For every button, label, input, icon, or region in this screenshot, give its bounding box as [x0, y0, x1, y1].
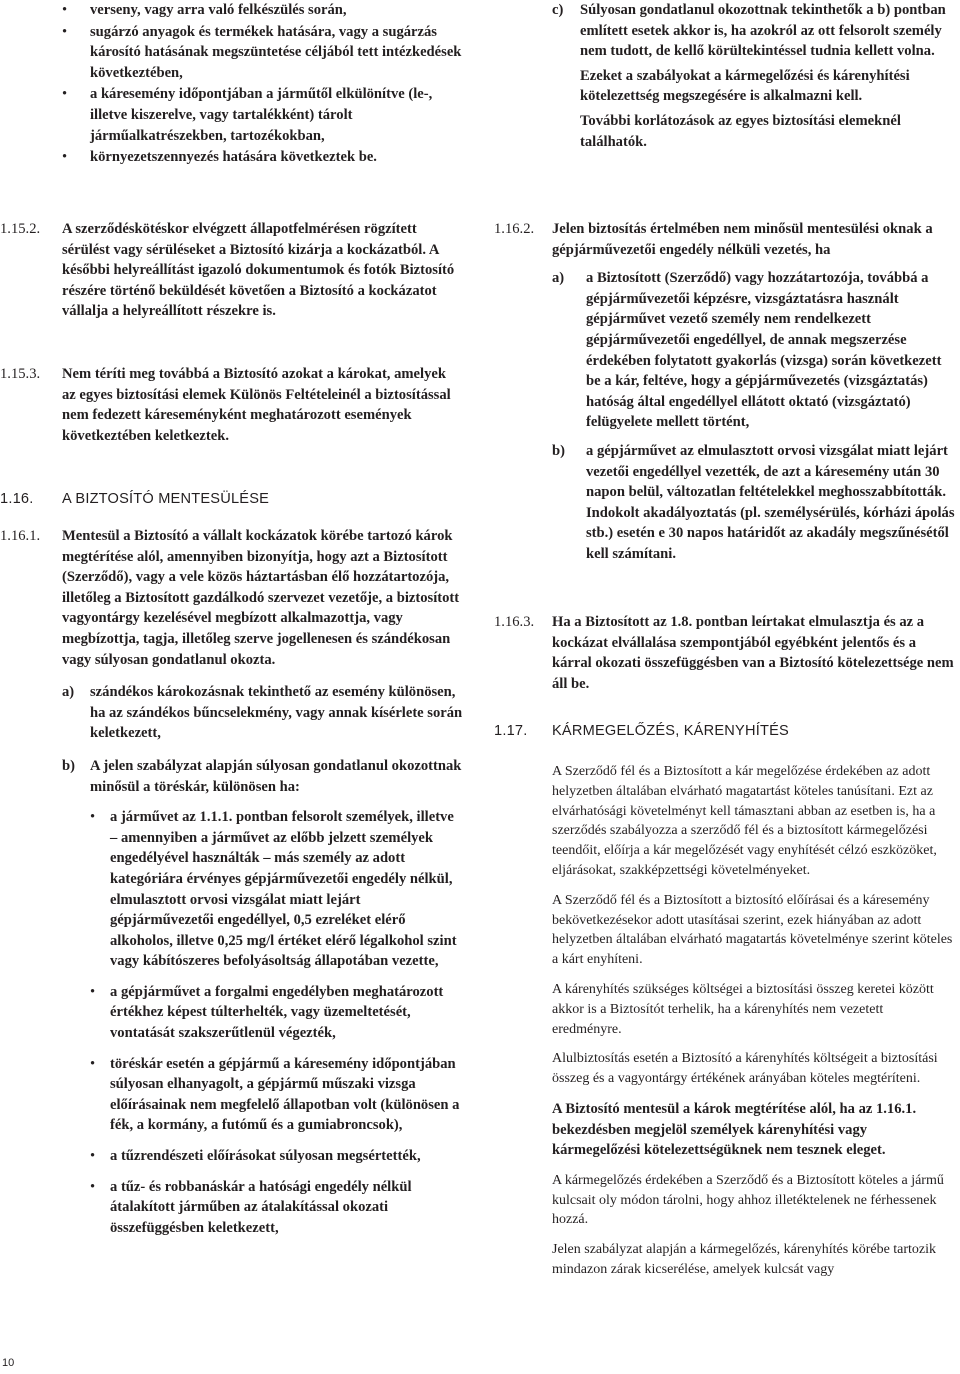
section-number: 1.15.2.: [0, 221, 41, 237]
list-item: • a járművet az 1.1.1. pontban felsorolt személyek, illetve – amennyiben a járművet az előbb jelzett személyek engedélyével használták – más személy az adott kategóriára érvényes gépjárművezetői engedély nélkül, elmulasztott orvosi vizsgálat miatt lejárt gépjárművezetői engedéllyel, 0,5 ezreléket elérő alkoholos, illetve 0,25 mg/l értéket elérő légalkohol szint vagy kábítószeres befolyásoltság állapotában vezette,: [90, 807, 464, 972]
section-number: 1.16.3.: [494, 614, 535, 630]
item-text: a gépjárművet az elmulasztott orvosi vizsgálat miatt lejárt vezetői engedéllyel vezették, de azt a káresemény után 30 napon belül, változatlan feltételekkel meghosszabbították. Indokolt akadályoztatás (pl. személysérülés, kórházi ápolás stb.) esetén e 30 napos határidőt az akadály megszűnésétől kell számítani.: [586, 442, 955, 562]
section-1-15-2: [0, 219, 472, 322]
list-item: • sugárzó anyagok és termékek hatására, vagy a sugárzás károsító hatásának megszüntetése céljából tett intézkedések következtében,: [62, 22, 467, 84]
heading-1-17: [494, 721, 960, 742]
item-label: b): [552, 442, 565, 459]
section-heading: A BIZTOSÍTÓ MENTESÜLÉSE: [62, 491, 270, 507]
item-text: Súlyosan gondatlanul okozottnak tekinthetők a b) pontban említett esetek akkor is, ha azokról az ott felsorolt személy nem tudott, de kellő körültekintéssel tudnia kellett volna.: [580, 2, 946, 60]
list-item: • környezetszennyezés hatására következtek be.: [62, 147, 467, 168]
heading-1-16: [0, 489, 472, 510]
paragraph-bold: A Biztosító mentesül a károk megtérítése alól, ha az 1.16.1. bekezdésben megjelöl személyek kárenyhítési vagy kármegelőzési kötelezettségüknek nem tesznek eleget.: [552, 1100, 917, 1159]
section-text: Nem téríti meg továbbá a Biztosító azokat a károkat, amelyek az egyes biztosítási elemek Különös Feltételeinél a biztosítással nem fedezett káreseményként meghatározott események következtében keletkeztek.: [62, 366, 451, 444]
item-label: c): [552, 2, 564, 18]
item-text: a Biztosított (Szerződő) vagy hozzátartozója, továbbá a gépjárművezetői képzésre, vizsgáztatásra használt gépjárművet vezető személy nem rendelkezett gépjárművezetői engedéllyel, de annak megszerzése érdekében folytatott gyakorlás (vizsga) során következett be a kár, feltéve, hogy a gépjárművezetés (vizsgáztatás) hatóság által engedéllyel ellátott oktató (vizsgáztató) felügyelete mellett történt,: [586, 270, 942, 431]
list-item: • töréskár esetén a gépjármű a káresemény időpontjában súlyosan elhanyagolt, a gépjármű műszaki vizsga előírásainak nem megfelelő állapotban volt (különösen a fék, a kormány, a futómű és a gumiabroncsok),: [90, 1054, 464, 1136]
item-text: Ezeket a szabályokat a kármegelőzési és kárenyhítési kötelezettség megszegésére is alkalmazni kell.: [580, 67, 910, 105]
item-label: b): [62, 757, 75, 774]
section-number: 1.16.: [0, 491, 34, 507]
section-heading: KÁRMEGELŐZÉS, KÁRENYHÍTÉS: [552, 723, 789, 739]
section-text: Ha a Biztosított az 1.8. pontban leírtakat elmulasztja és az a kockázat elvállalása szempontjából egyébként jelentős és a kárral okozati összefüggésben van a Biztosító kötelezettsége nem áll be.: [552, 614, 954, 692]
paragraph: A kárenyhítés szükséges költségei a biztosítási összeg keretei között akkor is a Biztosítót terhelik, ha a kárenyhítés nem vezetett eredményre.: [552, 981, 934, 1037]
paragraph: A kármegelőzés érdekében a Szerződő és a Biztosított köteles a jármű kulcsait oly módon tárolni, hogy ahhoz illetéktelenek ne férhessenek hozzá.: [552, 1172, 944, 1228]
paragraph: A Szerződő fél és a Biztosított a biztosító előírásai és a káresemény bekövetkezésekor adott utasításai szerint, ezek hiányában az adott helyzetben általában elvárható magatartás követelménye szerint köteles a kárt enyhíteni.: [552, 892, 953, 968]
section-text: Jelen biztosítás értelmében nem minősül mentesülési oknak a gépjárművezetői engedély nélküli vezetés, ha: [552, 221, 933, 258]
item-b: [552, 441, 958, 565]
section-1-16-3: [494, 612, 960, 694]
section-text: Mentesül a Biztosító a vállalt kockázatok körébe tartozó károk megtérítése alól, amennyiben bizonyítja, hogy azt a Biztosított (Szerződő), vagy a vele közös háztartásban élő hozzátartozója, illetőleg a Biztosított gazdálkodó szervezet vezetője, a biztosított vagyontárgy kezelésével megbízott alkalmazottja, vagy megbízottja, tagja, illetőleg szerve jogellenesen és szándékosan vagy súlyosan gondatlanul okozta.: [62, 528, 460, 668]
section-number: 1.15.3.: [0, 366, 41, 382]
page-number: 10: [2, 1357, 15, 1369]
section-number: 1.16.1.: [0, 528, 41, 544]
item-a: [552, 268, 958, 433]
item-text: A jelen szabályzat alapján súlyosan gondatlanul okozottnak minősül a töréskár, különösen ha:: [90, 757, 462, 795]
list-item: • a tűz- és robbanáskár a hatósági engedély nélkül átalakított járműben az átalakítással okozati összefüggésben keletkezett,: [90, 1177, 464, 1239]
section-number: 1.16.2.: [494, 221, 535, 237]
item-text: szándékos károkozásnak tekinthető az esemény különösen, ha az szándékos bűncselekmény, vagy annak kísérlete során keletkezett,: [90, 684, 463, 742]
item-label: a): [62, 684, 75, 701]
item-text: További korlátozások az egyes biztosítási elemeknél találhatók.: [580, 112, 901, 150]
item-a: [62, 682, 464, 744]
section-1-16-2: [494, 219, 960, 565]
list-item: • a tűzrendészeti előírásokat súlyosan megsértették,: [90, 1146, 464, 1167]
paragraph: A Szerződő fél és a Biztosított a kár megelőzése érdekében az adott helyzetben általában elvárható magatartást köteles tanúsítani. Ezt az elvárhatósági követelményt kell támasztani abban az esetben is, ha a szerződés szabályozza a szerződő fél és a biztosított kármegelőzési teendőit, előírja a kár megelőzését vagy enyhítését célzó eszközöket, eljárásokat, szakképzettségi követelményeket.: [552, 764, 937, 878]
list-item: • verseny, vagy arra való felkészülés során,: [62, 0, 467, 21]
list-item: • a káresemény időpontjában a járműtől elkülönítve (le-, illetve kiszerelve, vagy tartalékként) tárolt járműalkatrészekben, tartozékokban,: [62, 84, 467, 146]
section-text: A szerződéskötéskor elvégzett állapotfelmérésen rögzített sérülést vagy sérüléseket a Biztosító kizárja a kockázatból. A későbbi helyreállítást igazoló dokumentumok és fotók Biztosító részére történő beküldését követően a Biztosító a kockázatot vállalja a helyreállított részekre is.: [62, 221, 455, 320]
item-c: [494, 0, 960, 152]
list-item: • a gépjárművet a forgalmi engedélyben meghatározott értékhez képest túlterhelték, vagy üzemeltetését, vontatását szakszerűtlenül végezték,: [90, 982, 464, 1044]
section-number: 1.17.: [494, 723, 528, 739]
paragraph: Jelen szabályzat alapján a kármegelőzés, kárenyhítés körébe tartozik mindazon zárak kicserélése, amelyek kulcsát vagy: [552, 1242, 937, 1277]
exclusion-bullet-list: [62, 0, 467, 168]
item-label: a): [552, 270, 565, 287]
section-1-17-body: [494, 762, 960, 1290]
paragraph: Alulbiztosítás esetén a Biztosító a kárenyhítés költségeit a biztosítási összeg és a vagyontárgy értékének arányában köteles megtéríteni.: [552, 1051, 938, 1087]
negligence-bullet-list: [90, 807, 464, 1238]
section-1-15-3: [0, 364, 472, 446]
item-b: [62, 756, 464, 1238]
section-1-16-1: [0, 526, 472, 1238]
